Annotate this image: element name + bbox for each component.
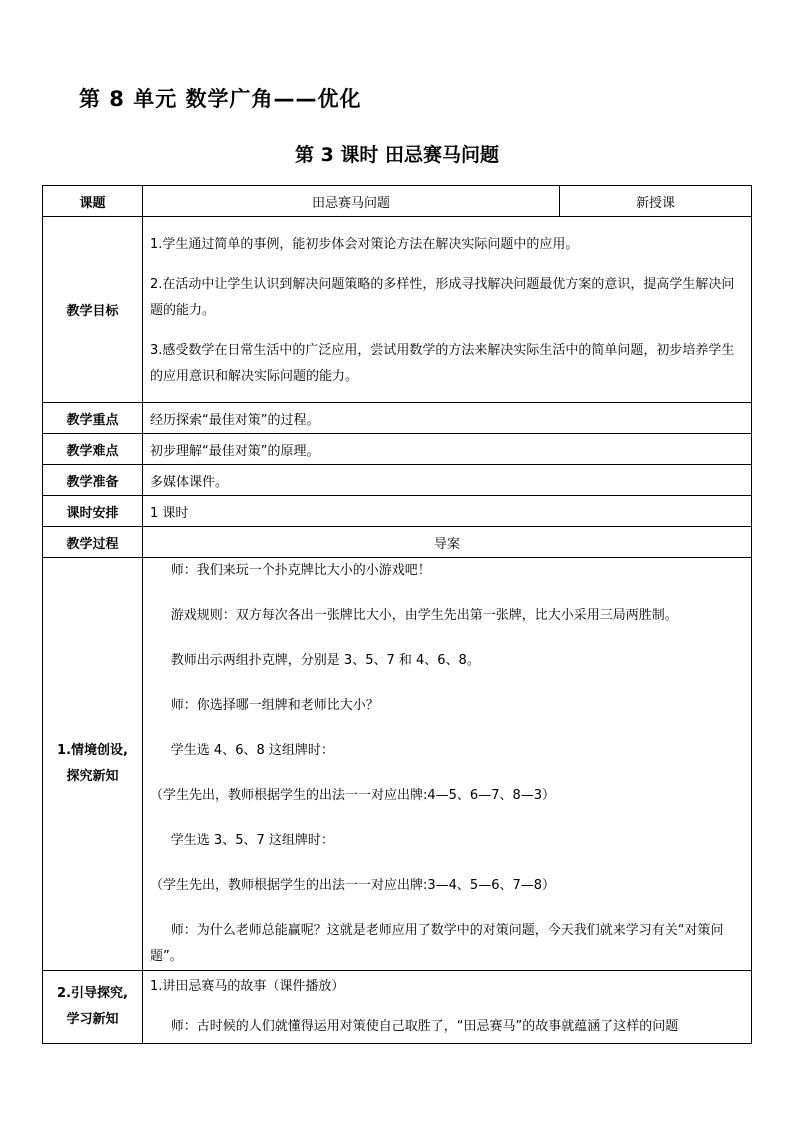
row-section-2 (43, 971, 752, 1044)
lesson-type: 新授课 (560, 186, 752, 217)
section-2-content (143, 971, 752, 1044)
goals-label: 教学目标 (43, 217, 143, 403)
preparation-label: 教学准备 (43, 465, 143, 496)
section-1-label (43, 558, 143, 971)
section-1-paragraph: 学生选 3、5、7 这组牌时： (170, 833, 334, 848)
section-1-paragraph: 师：我们来玩一个扑克牌比大小的小游戏吧！ (170, 563, 431, 578)
topic-label: 课题 (43, 186, 143, 217)
goal-item: 2.在活动中让学生认识到解决问题策略的多样性，形成寻找解决问题最优方案的意识，提高学生解决问题的能力。 (150, 276, 735, 318)
row-section-1 (43, 558, 752, 971)
section-2-label (43, 971, 143, 1044)
process-label: 教学过程 (43, 527, 143, 558)
schedule-value: 1 课时 (143, 496, 752, 527)
topic-value: 田忌赛马问题 (143, 186, 560, 217)
section-1-label-line1: 1.情境创设, (57, 743, 128, 758)
process-guide-heading: 导案 (143, 527, 752, 558)
section-1-paragraph: （学生先出，教师根据学生的出法一一对应出牌:4—5、6—7、8—3） (150, 788, 556, 803)
section-2-paragraph: 师：古时候的人们就懂得运用对策使自己取胜了，“田忌赛马”的故事就蕴涵了这样的问题 (170, 1019, 679, 1034)
key-point-label: 教学重点 (43, 403, 143, 434)
section-1-paragraph: 师：为什么老师总能赢呢？这就是老师应用了数学中的对策问题，今天我们就来学习有关“对策问题”。 (150, 923, 724, 964)
goal-item: 1.学生通过简单的事例，能初步体会对策论方法在解决实际问题中的应用。 (150, 236, 579, 252)
section-1-content (143, 558, 752, 971)
schedule-label: 课时安排 (43, 496, 143, 527)
section-1-paragraph: 师：你选择哪一组牌和老师比大小？ (170, 698, 379, 713)
row-preparation (43, 465, 752, 496)
row-schedule (43, 496, 752, 527)
section-2-heading: 1.讲田忌赛马的故事（课件播放） (150, 979, 345, 994)
goal-item: 3.感受数学在日常生活中的广泛应用，尝试用数学的方法来解决实际生活中的简单问题，初步培养学生的应用意识和解决实际问题的能力。 (150, 342, 735, 384)
difficult-point-value: 初步理解“最佳对策”的原理。 (143, 434, 752, 465)
difficult-point-label: 教学难点 (43, 434, 143, 465)
key-point-value: 经历探索“最佳对策”的过程。 (143, 403, 752, 434)
row-process-header (43, 527, 752, 558)
row-goals (43, 217, 752, 403)
row-difficult-point (43, 434, 752, 465)
section-1-paragraph: 学生选 4、6、8 这组牌时： (170, 743, 334, 758)
section-1-paragraph: （学生先出，教师根据学生的出法一一对应出牌:3—4、5—6、7—8） (150, 878, 556, 893)
lesson-title: 第 3 课时 田忌赛马问题 (294, 144, 500, 166)
section-2-label-line2: 学习新知 (66, 1012, 119, 1027)
section-1-label-line2: 探究新知 (66, 769, 119, 784)
preparation-value: 多媒体课件。 (143, 465, 752, 496)
section-2-label-line1: 2.引导探究, (57, 986, 128, 1001)
goals-content (143, 217, 752, 403)
row-key-point (43, 403, 752, 434)
section-1-paragraph: 游戏规则：双方每次各出一张牌比大小，由学生先出第一张牌，比大小采用三局两胜制。 (170, 608, 678, 623)
section-1-paragraph: 教师出示两组扑克牌，分别是 3、5、7 和 4、6、8。 (170, 653, 480, 668)
unit-title: 第 8 单元 数学广角——优化 (79, 87, 362, 111)
row-topic (43, 186, 752, 217)
lesson-plan-table (42, 185, 752, 1044)
